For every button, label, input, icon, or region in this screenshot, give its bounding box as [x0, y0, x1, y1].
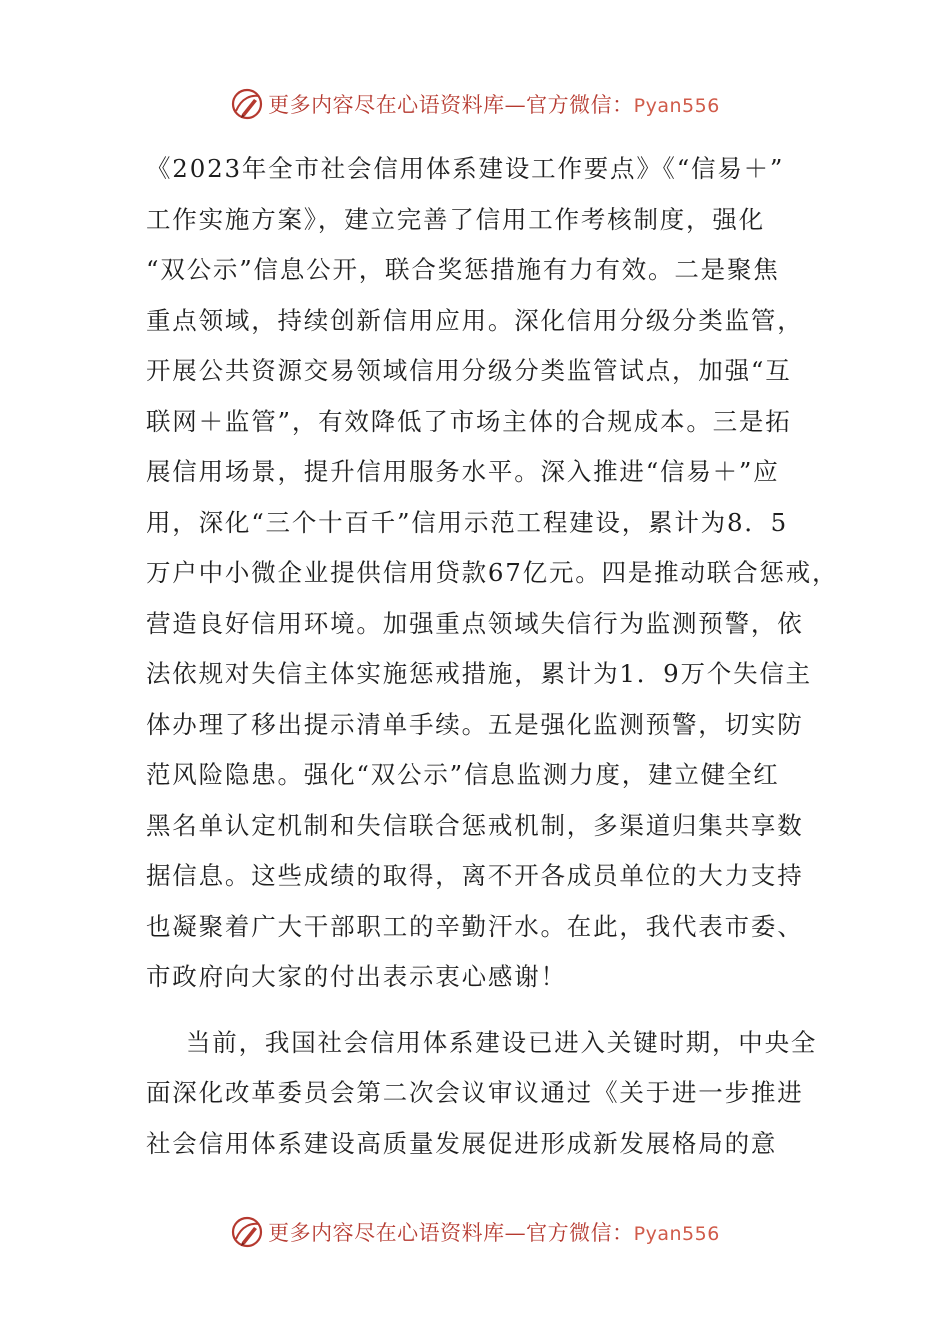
text-line: 体办理了移出提示清单手续。五是强化监测预警，切实防: [146, 709, 804, 739]
text-line: 据信息。这些成绩的取得，离不开各成员单位的大力支持: [146, 861, 804, 890]
text-line: 营造良好信用环境。加强重点领域失信行为监测预警，依: [146, 608, 804, 638]
paragraph-1: [146, 144, 839, 1003]
text-line: 工作实施方案》，建立完善了信用工作考核制度，强化: [146, 204, 765, 234]
text-line: “双公示”信息公开，联合奖惩措施有力有效。二是聚焦: [146, 255, 780, 284]
document-body: [146, 144, 839, 1169]
text-line: 社会信用体系建设高质量发展促进形成新发展格局的意: [146, 1128, 778, 1158]
text-line: 市政府向大家的付出表示衷心感谢！: [146, 962, 567, 991]
text-line: 范风险隐患。强化“双公示”信息监测力度，建立健全红: [146, 760, 780, 789]
text-line: 《2023年全市社会信用体系建设工作要点》《“信易＋”: [146, 154, 785, 183]
text-line: 万户中小微企业提供信用贷款67亿元。四是推动联合惩戒，: [146, 558, 839, 587]
text-line: 当前，我国社会信用体系建设已进入关键时期，中央全: [186, 1027, 818, 1057]
header-banner: [0, 84, 950, 124]
paragraph-2: [146, 1018, 818, 1170]
footer-banner-text: 更多内容尽在心语资料库—官方微信：Pyan556: [268, 1221, 720, 1245]
text-line: 面深化改革委员会第二次会议审议通过《关于进一步推进: [146, 1078, 804, 1107]
text-line: 法依规对失信主体实施惩戒措施，累计为1．9万个失信主: [146, 659, 812, 688]
header-banner-text: 更多内容尽在心语资料库—官方微信：Pyan556: [268, 93, 720, 117]
text-line: 展信用场景，提升信用服务水平。深入推进“信易＋”应: [146, 457, 780, 486]
text-line: 用，深化“三个十百千”信用示范工程建设，累计为8．5: [146, 507, 789, 537]
text-line: 重点领域，持续创新信用应用。深化信用分级分类监管，: [146, 305, 804, 335]
header-wechat-id: Pyan556: [633, 95, 720, 117]
footer-banner: [0, 1212, 950, 1252]
pen-logo-icon: [230, 87, 264, 121]
text-line: 黑名单认定机制和失信联合惩戒机制，多渠道归集共享数: [146, 810, 804, 840]
pen-logo-icon: [230, 1215, 264, 1249]
footer-wechat-id: Pyan556: [633, 1223, 720, 1245]
text-line: 也凝聚着广大干部职工的辛勤汗水。在此，我代表市委、: [146, 911, 804, 941]
text-line: 联网＋监管”，有效降低了市场主体的合规成本。三是拓: [146, 406, 792, 436]
text-line: 开展公共资源交易领域信用分级分类监管试点，加强“互: [146, 356, 792, 385]
